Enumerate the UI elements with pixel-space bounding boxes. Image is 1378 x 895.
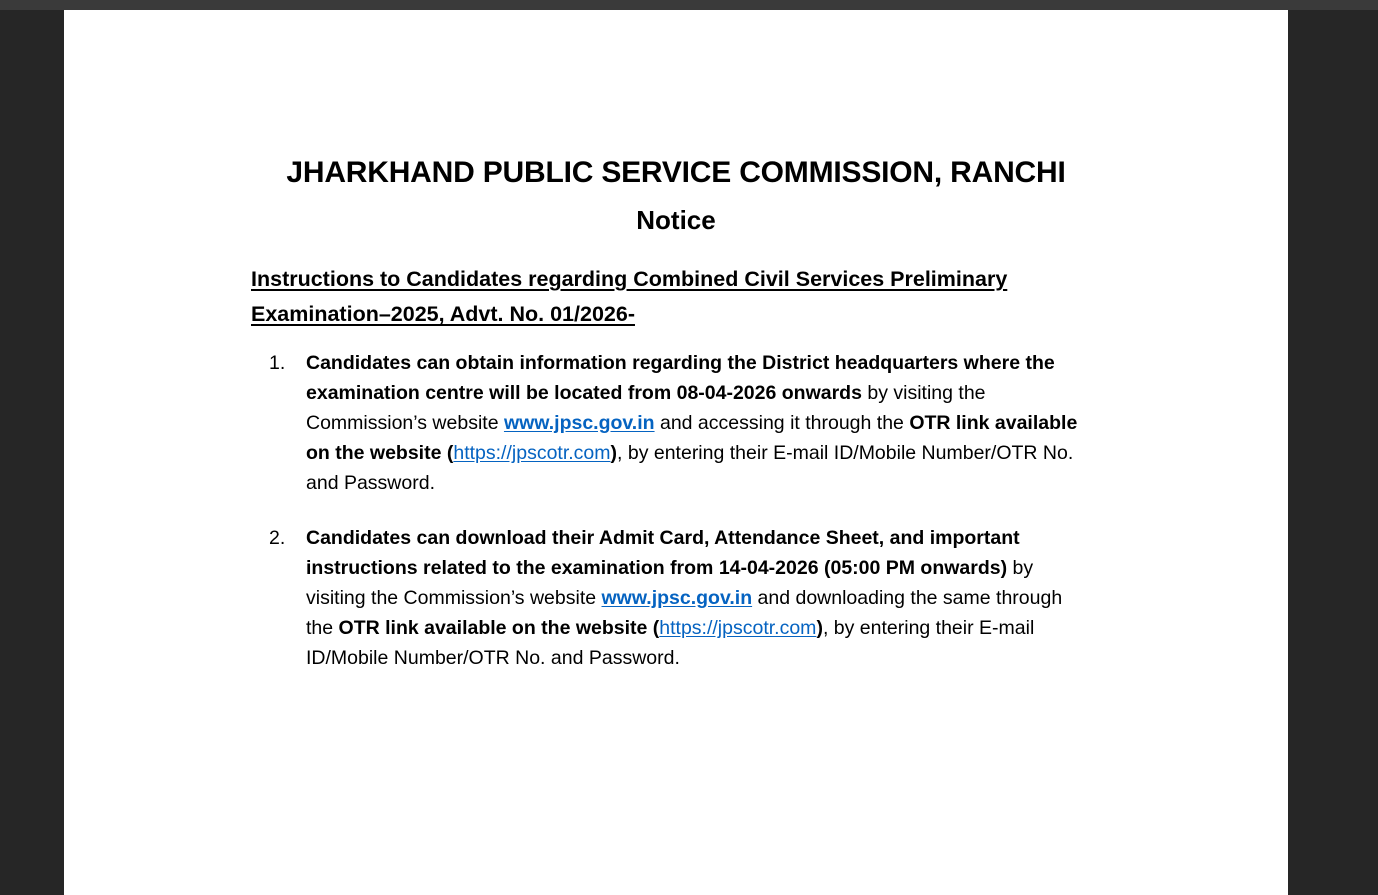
page-title: JHARKHAND PUBLIC SERVICE COMMISSION, RANCHI bbox=[286, 156, 1066, 189]
instructions-list bbox=[251, 348, 1081, 673]
instruction-1-text-c: , by entering their E-mail ID/Mobile Number/OTR No. and Password. bbox=[306, 442, 1074, 494]
list-item-text bbox=[306, 348, 1081, 498]
document-subtitle: Notice bbox=[636, 205, 716, 235]
section-heading: Instructions to Candidates regarding Combined Civil Services Preliminary Examination–2025, Advt. No. 01/2026- bbox=[251, 267, 1008, 326]
jpscotr-portal-link[interactable]: https://jpscotr.com bbox=[659, 617, 817, 639]
list-marker: 1. bbox=[269, 352, 286, 374]
list-item-text bbox=[306, 523, 1081, 673]
jpsc-website-link[interactable]: www.jpsc.gov.in bbox=[503, 412, 655, 434]
jpsc-website-link[interactable]: www.jpsc.gov.in bbox=[601, 587, 753, 609]
instruction-1-close-paren: ) bbox=[610, 442, 618, 464]
instruction-2-text-a: by visiting the Commission’s website bbox=[306, 557, 1034, 609]
instruction-2-close-paren: ) bbox=[816, 617, 823, 639]
viewer-top-bar bbox=[0, 0, 1378, 10]
list-item bbox=[251, 348, 1081, 498]
instruction-1-text-a: by visiting the Commission’s website bbox=[306, 382, 986, 434]
instruction-1-text-b: and accessing it through the bbox=[654, 412, 910, 434]
instruction-1-otr-bold: OTR link available on the website ( bbox=[306, 412, 1078, 464]
instruction-2-text-c: , by entering their E-mail ID/Mobile Number/OTR No. and Password. bbox=[306, 617, 1035, 669]
instruction-2-otr-bold: OTR link available on the website ( bbox=[338, 617, 660, 639]
instruction-1-bold-lead: Candidates can obtain information regarding the District headquarters where the examination centre will be located from 08-04-2026 onwards bbox=[306, 352, 1055, 404]
jpscotr-portal-link[interactable]: https://jpscotr.com bbox=[453, 442, 611, 464]
document-page bbox=[64, 10, 1288, 895]
instruction-2-bold-lead: Candidates can download their Admit Card, Attendance Sheet, and important instructions related to the examination from 14-04-2026 (05:00 PM onwards) bbox=[306, 527, 1020, 579]
list-marker: 2. bbox=[269, 527, 286, 549]
instruction-2-text-b: and downloading the same through the bbox=[306, 587, 1063, 639]
list-item bbox=[251, 523, 1081, 673]
